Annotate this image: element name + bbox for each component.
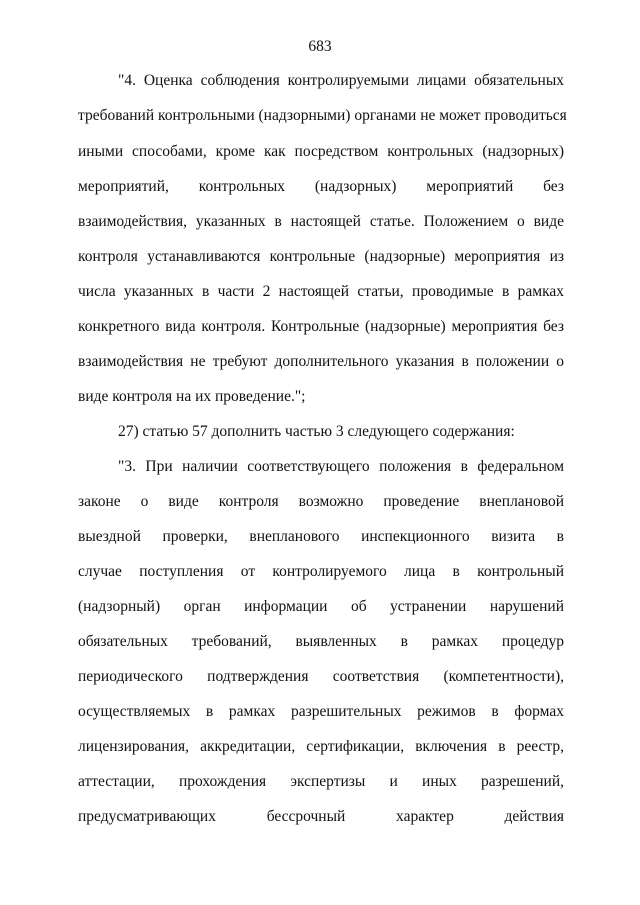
text-line: случае поступления от контролируемого лица в контрольный (78, 563, 564, 580)
text-line: лицензирования, аккредитации, сертификации, включения в реестр, (78, 738, 564, 755)
text-line: законе о виде контроля возможно проведение внеплановой (78, 493, 564, 510)
text-line: 27) статью 57 дополнить частью 3 следующего содержания: (118, 423, 515, 440)
text-line: предусматривающих бессрочный характер действия (78, 808, 564, 825)
text-line: иными способами, кроме как посредством контрольных (надзорных) (78, 143, 564, 160)
text-line: периодического подтверждения соответствия (компетентности), (78, 668, 564, 685)
text-line: обязательных требований, выявленных в рамках процедур (78, 633, 564, 650)
page-number: 683 (308, 38, 332, 55)
text-line: взаимодействия не требуют дополнительного указания в положении о (78, 353, 564, 370)
text-line: требований контрольными (надзорными) органами не может проводиться (78, 107, 567, 124)
text-line: осуществляемых в рамках разрешительных режимов в формах (78, 703, 564, 720)
text-line: мероприятий, контрольных (надзорных) мероприятий без (78, 178, 564, 195)
text-line: аттестации, прохождения экспертизы и иных разрешений, (78, 773, 564, 790)
text-line: контроля устанавливаются контрольные (надзорные) мероприятия из (78, 248, 564, 265)
text-line: "3. При наличии соответствующего положения в федеральном (118, 458, 564, 475)
text-line: взаимодействия, указанных в настоящей статье. Положением о виде (78, 213, 564, 230)
text-line: виде контроля на их проведение."; (78, 388, 306, 405)
text-line: выездной проверки, внепланового инспекционного визита в (78, 528, 564, 545)
text-line: (надзорный) орган информации об устранении нарушений (78, 598, 564, 615)
text-line: числа указанных в части 2 настоящей статьи, проводимые в рамках (78, 283, 564, 300)
text-line: конкретного вида контроля. Контрольные (надзорные) мероприятия без (78, 318, 564, 335)
text-line: "4. Оценка соблюдения контролируемыми лицами обязательных (118, 72, 564, 89)
